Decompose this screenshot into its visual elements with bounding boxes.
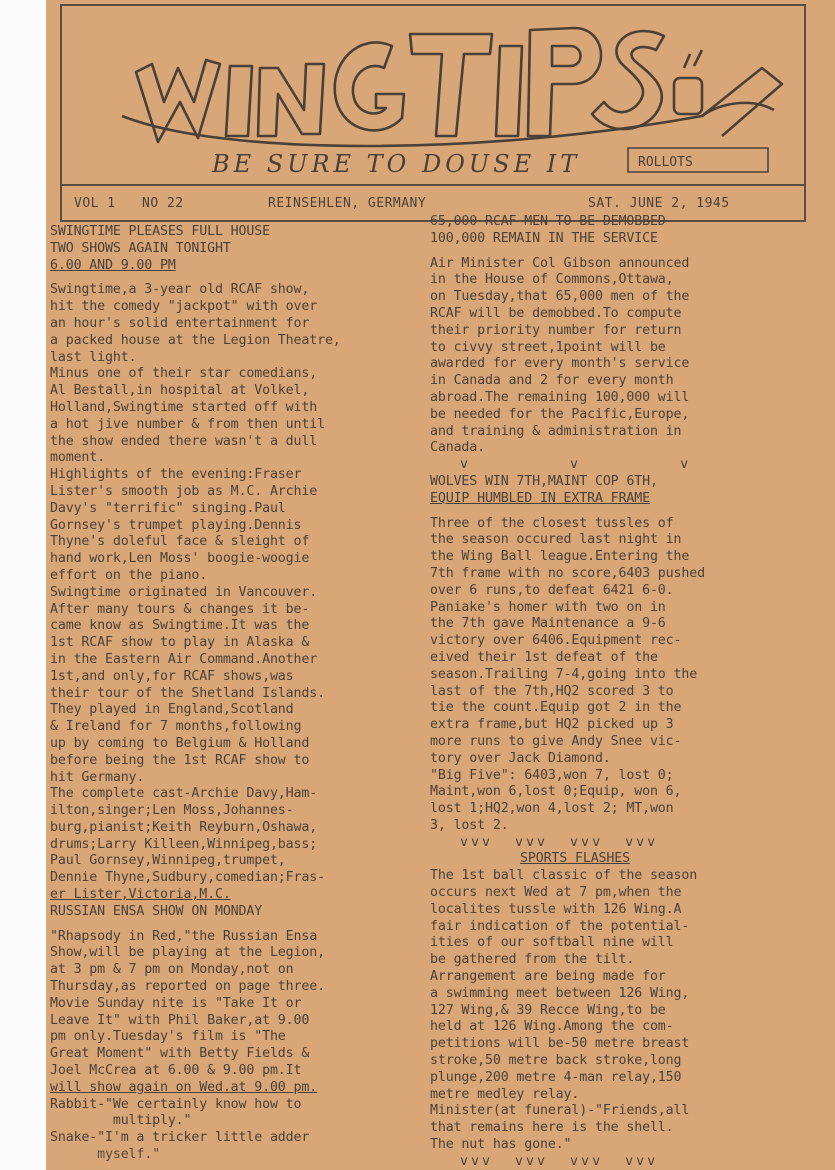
text-line: Minister(at funeral)-"Friends,all — [430, 1103, 690, 1119]
text-line: "Big Five": 6403,won 7, lost 0; — [430, 767, 674, 783]
swingtime-last-line: er Lister,Victoria,M.C. — [50, 887, 231, 903]
text-line: Holland,Swingtime started off with — [50, 399, 318, 415]
text-line: their priority number for return — [430, 322, 682, 338]
volume: VOL 1 — [74, 196, 116, 211]
ensa-article — [50, 929, 415, 1080]
text-line: before being the 1st RCAF show to — [50, 752, 310, 768]
location: REINSEHLEN, GERMANY — [268, 196, 427, 211]
text-line: metre medley relay. — [430, 1086, 580, 1102]
text-line: in Canada and 2 for every month — [430, 373, 674, 389]
text-line: the show ended there wasn't a dull — [50, 433, 318, 449]
text-line: The nut has gone." — [430, 1137, 572, 1153]
text-line: up by coming to Belgium & Holland — [50, 735, 310, 751]
text-line: last light. — [50, 349, 137, 365]
text-line: more runs to give Andy Snee vic- — [430, 733, 682, 749]
text-line: season.Trailing 7-4,going into the — [430, 666, 698, 682]
text-line: 3, lost 2. — [430, 817, 509, 833]
headline-line: TWO SHOWS AGAIN TONIGHT — [50, 240, 231, 256]
text-line: "Rhapsody in Red,"the Russian Ensa — [50, 928, 318, 944]
text-line: Gornsey's trumpet playing.Dennis — [50, 517, 302, 533]
section-divider: v v v — [460, 457, 692, 473]
headline-line: SWINGTIME PLEASES FULL HOUSE — [50, 224, 270, 239]
text-line: to civvy street,1point will be — [430, 339, 666, 355]
text-line: the Wing Ball league.Entering the — [430, 549, 690, 565]
text-line: a swimming meet between 126 Wing, — [430, 985, 690, 1001]
swingtime-headline — [50, 224, 415, 274]
text-line: drums;Larry Killeen,Winnipeg,bass; — [50, 836, 318, 852]
text-line: Paul Gornsey,Winnipeg,trumpet, — [50, 853, 286, 869]
wingtips-logo — [62, 6, 804, 178]
text-line: RCAF will be demobbed.To compute — [430, 305, 682, 321]
text-line: 1st,and only,for RCAF shows,was — [50, 668, 294, 684]
text-line: occurs next Wed at 7 pm,when the — [430, 885, 682, 901]
text-line: and training & administration in — [430, 423, 682, 439]
text-line: & Ireland for 7 months,following — [50, 719, 302, 735]
text-line: the 7th gave Maintenance a 9-6 — [430, 616, 666, 632]
section-divider: vvv vvv vvv vvv — [460, 834, 659, 850]
scan-margin — [0, 0, 46, 1170]
stamp-text: ROLLOTS — [638, 155, 693, 170]
text-line: After many tours & changes it be- — [50, 601, 310, 617]
text-line: Paniake's homer with two on in — [430, 599, 666, 615]
text-line: hit Germany. — [50, 769, 145, 785]
text-line: came know as Swingtime.It was the — [50, 618, 310, 634]
text-line: on Tuesday,that 65,000 men of the — [430, 289, 690, 305]
text-line: Lister's smooth job as M.C. Archie — [50, 483, 318, 499]
text-line: plunge,200 metre 4-man relay,150 — [430, 1069, 682, 1085]
rcaf-headline — [430, 214, 830, 248]
text-line: be needed for the Pacific,Europe, — [430, 406, 690, 422]
text-line: extra frame,but HQ2 picked up 3 — [430, 717, 674, 733]
slogan: BE SURE TO DOUSE IT — [212, 150, 581, 178]
left-column — [50, 224, 415, 1164]
issue-number: NO 22 — [142, 196, 184, 211]
text-line: Show,will be playing at the Legion, — [50, 945, 325, 961]
softball-article — [430, 516, 830, 835]
text-line: last of the 7th,HQ2 scored 3 to — [430, 683, 674, 699]
sports-article — [430, 868, 830, 1154]
text-line: a packed house at the Legion Theatre, — [50, 332, 341, 348]
text-line: the season occured last night in — [430, 532, 682, 548]
text-line: Davy's "terrific" singing.Paul — [50, 500, 286, 516]
text-line: victory over 6406.Equipment rec- — [430, 633, 682, 649]
text-line: The complete cast-Archie Davy,Ham- — [50, 786, 318, 802]
text-line: burg,pianist;Keith Reyburn,Oshawa, — [50, 819, 318, 835]
newsletter-page — [46, 0, 835, 1170]
headline-line: 6.00 AND 9.00 PM — [50, 257, 176, 273]
text-line: be gathered from the tilt. — [430, 952, 635, 968]
text-line: eived their 1st defeat of the — [430, 649, 658, 665]
text-line: pm only.Tuesday's film is "The — [50, 1029, 286, 1045]
text-line: The 1st ball classic of the season — [430, 868, 698, 884]
text-line: 1st RCAF show to play in Alaska & — [50, 635, 310, 651]
text-line: Leave It" with Phil Baker,at 9.00 — [50, 1012, 310, 1028]
text-line: Dennie Thyne,Sudbury,comedian;Fras- — [50, 870, 325, 886]
softball-headline — [430, 474, 830, 508]
text-line: Thyne's doleful face & sleight of — [50, 534, 310, 550]
right-column — [430, 214, 830, 1170]
text-line: abroad.The remaining 100,000 will — [430, 389, 690, 405]
rabbit-joke-line: Rabbit-"We certainly know how to — [50, 1096, 302, 1112]
text-line: hand work,Len Moss' boogie-woogie — [50, 551, 310, 567]
text-line: that remains here is the shell. — [430, 1120, 674, 1136]
text-line: Maint,won 6,lost 0;Equip, won 6, — [430, 784, 682, 800]
ensa-headline: RUSSIAN ENSA SHOW ON MONDAY — [50, 903, 263, 919]
text-line: lost 1;HQ2,won 4,lost 2; MT,won — [430, 801, 674, 817]
text-line: awarded for every month's service — [430, 356, 690, 372]
rabbit-joke-line: multiply." — [50, 1113, 192, 1129]
text-line: Al Bestall,in hospital at Volkel, — [50, 383, 310, 399]
text-line: Highlights of the evening:Fraser — [50, 467, 302, 483]
issue-date: SAT. JUNE 2, 1945 — [588, 196, 730, 211]
text-line: Three of the closest tussles of — [430, 515, 674, 531]
text-line: at 3 pm & 7 pm on Monday,not on — [50, 962, 294, 978]
snake-joke-tail: myself." — [50, 1147, 160, 1163]
headline-line: EQUIP HUMBLED IN EXTRA FRAME — [430, 490, 650, 506]
text-line: their tour of the Shetland Islands. — [50, 685, 325, 701]
text-line: in the House of Commons,Ottawa, — [430, 272, 674, 288]
text-line: Great Moment" with Betty Fields & — [50, 1046, 310, 1062]
text-line: localites tussle with 126 Wing.A — [430, 901, 682, 917]
text-line: an hour's solid entertainment for — [50, 315, 310, 331]
text-line: Movie Sunday nite is "Take It or — [50, 995, 302, 1011]
text-line: ities of our softball nine will — [430, 935, 674, 951]
text-line: tie the count.Equip got 2 in the — [430, 700, 682, 716]
masthead — [60, 4, 806, 222]
text-line: 7th frame with no score,6403 pushed — [430, 565, 705, 581]
text-line: Air Minister Col Gibson announced — [430, 255, 690, 271]
text-line: hit the comedy "jackpot" with over — [50, 299, 318, 315]
headline-line: WOLVES WIN 7TH,MAINT COP 6TH, — [430, 473, 658, 489]
snake-joke-line: Snake-"I'm a tricker little adder — [50, 1130, 310, 1146]
text-line: Minus one of their star comedians, — [50, 366, 318, 382]
text-line: a hot jive number & from then until — [50, 416, 325, 432]
text-line: Swingtime,a 3-year old RCAF show, — [50, 282, 310, 298]
text-line: held at 126 Wing.Among the com- — [430, 1019, 674, 1035]
text-line: tory over Jack Diamond. — [430, 750, 611, 766]
text-line: 127 Wing,& 39 Recce Wing,to be — [430, 1002, 666, 1018]
text-line: Arrangement are being made for — [430, 969, 666, 985]
text-line: Swingtime originated in Vancouver. — [50, 584, 318, 600]
text-line: fair indication of the potential- — [430, 918, 690, 934]
swingtime-article — [50, 282, 415, 887]
headline-line: 100,000 REMAIN IN THE SERVICE — [430, 230, 658, 246]
sports-headline: SPORTS FLASHES — [520, 851, 630, 867]
section-divider: vvv vvv vvv vvv — [460, 1153, 659, 1169]
headline-line: 65,000 RCAF MEN TO BE DEMOBBED — [430, 214, 666, 229]
rcaf-article — [430, 256, 830, 458]
text-line: moment. — [50, 450, 105, 466]
text-line: Thursday,as reported on page three. — [50, 979, 325, 995]
ensa-underlined-line: will show again on Wed.at 9.00 pm. — [50, 1079, 318, 1095]
text-line: in the Eastern Air Command.Another — [50, 651, 318, 667]
text-line: petitions will be-50 metre breast — [430, 1036, 690, 1052]
text-line: effort on the piano. — [50, 567, 208, 583]
text-line: Canada. — [430, 440, 485, 456]
text-line: stroke,50 metre back stroke,long — [430, 1053, 682, 1069]
text-line: Joel McCrea at 6.00 & 9.00 pm.It — [50, 1063, 302, 1079]
text-line: over 6 runs,to defeat 6421 6-0. — [430, 582, 674, 598]
text-line: ilton,singer;Len Moss,Johannes- — [50, 803, 294, 819]
text-line: They played in England,Scotland — [50, 702, 294, 718]
